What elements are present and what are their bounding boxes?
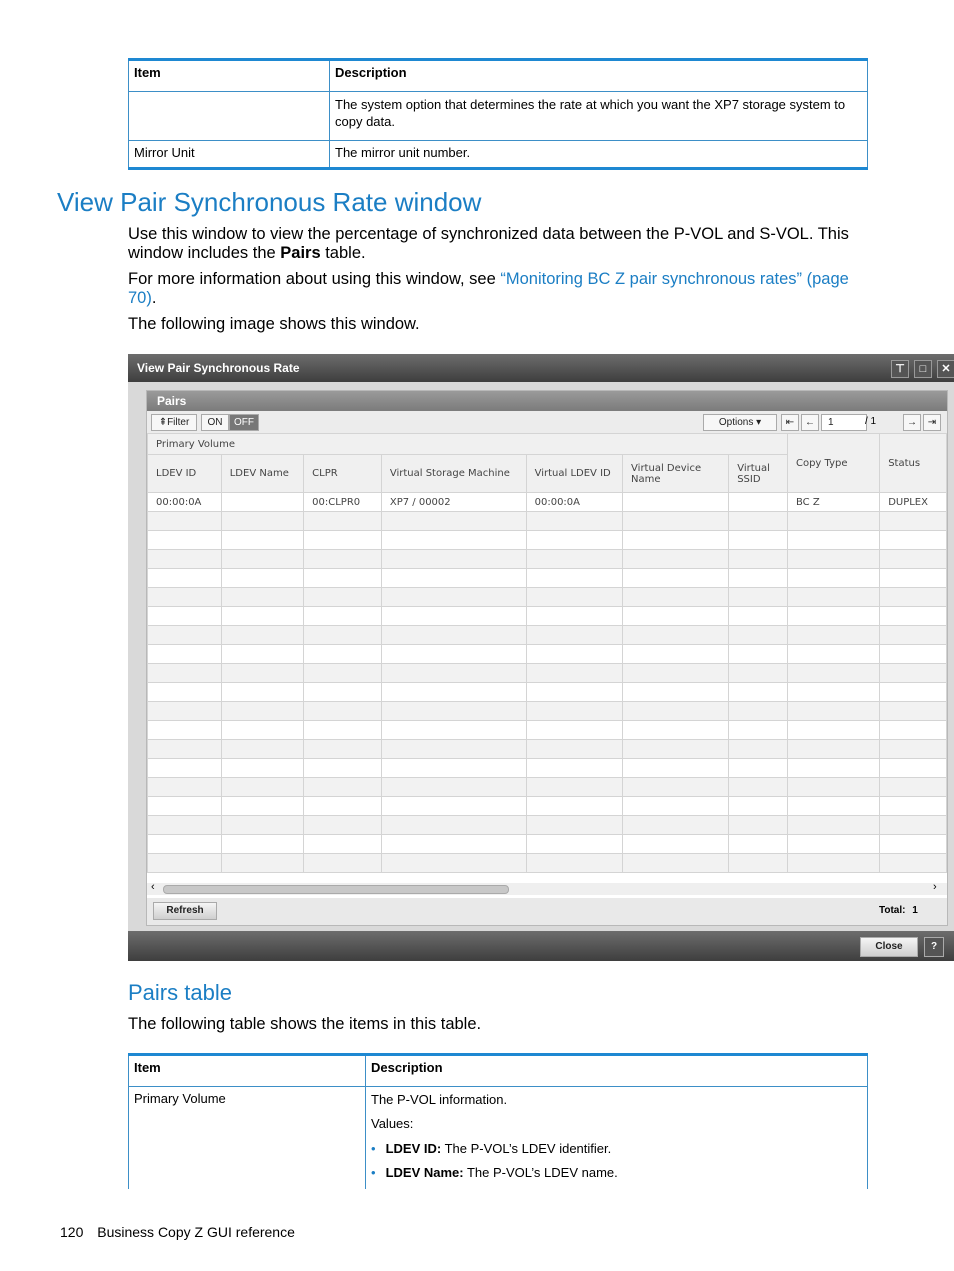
options-label: Options: [718, 417, 754, 428]
header-description: Description: [366, 1055, 868, 1087]
page-input[interactable]: 1: [821, 414, 867, 431]
last-page-icon[interactable]: ⇥: [923, 414, 941, 431]
pairs-table-title: Pairs table: [128, 980, 232, 1005]
table-row: [148, 778, 947, 797]
cell-copy-type: BC Z: [787, 493, 879, 512]
chevron-down-icon: ▾: [756, 417, 762, 428]
table-toolbar: [147, 411, 947, 433]
table-row: [148, 512, 947, 531]
cell-item: Mirror Unit: [129, 141, 330, 169]
total-text: Total:: [879, 905, 906, 916]
header-item: Item: [129, 60, 330, 92]
table-row: [148, 531, 947, 550]
window-title: View Pair Synchronous Rate: [137, 361, 300, 375]
filter-off-toggle[interactable]: OFF: [229, 414, 259, 431]
scroll-right-icon[interactable]: ›: [933, 881, 937, 893]
column-header[interactable]: Status: [880, 434, 947, 493]
intro-text: Use this window to view the percentage of synchronized data between the P-VOL and S-VOL. This window includes the: [128, 225, 849, 262]
column-header[interactable]: Virtual SSID: [729, 455, 788, 493]
cell-description: The system option that determines the rate at which you want the XP7 storage system to copy data.: [330, 92, 868, 141]
bullet-icon: •: [371, 1141, 376, 1156]
header-description: Description: [330, 60, 868, 92]
table-row: [148, 550, 947, 569]
table-row[interactable]: [148, 493, 947, 512]
bullet-term: LDEV Name:: [385, 1165, 464, 1180]
bullet-text: The P-VOL’s LDEV identifier.: [441, 1141, 612, 1156]
desc-line: The P-VOL information.: [371, 1092, 508, 1107]
intro-paragraph: [128, 225, 873, 263]
pairs-grid: [147, 433, 947, 873]
table-row: [148, 607, 947, 626]
image-caption: The following image shows this window.: [128, 315, 420, 333]
cell-virtual-ldev-id: 00:00:0A: [526, 493, 622, 512]
monitoring-link[interactable]: “Monitoring BC Z pair synchronous rates” (page 70): [128, 270, 849, 307]
pairs-panel: [146, 390, 948, 926]
cell-ldev-name: [221, 493, 303, 512]
table-row: [148, 683, 947, 702]
bullet-item: [371, 1140, 862, 1157]
pairs-items-table: [128, 1053, 868, 1189]
options-dropdown[interactable]: [703, 414, 777, 431]
table-row: [148, 816, 947, 835]
filter-icon: ⇞: [158, 417, 168, 428]
prev-page-icon[interactable]: ←: [801, 414, 819, 431]
cell-description: [366, 1087, 868, 1190]
table-row: [148, 797, 947, 816]
chapter-title: Business Copy Z GUI reference: [97, 1224, 295, 1240]
bullet-term: LDEV ID:: [385, 1141, 442, 1156]
close-button[interactable]: Close: [860, 937, 918, 957]
cell-ldev-id: 00:00:0A: [148, 493, 222, 512]
pairs-panel-title: Pairs: [157, 394, 187, 408]
cell-clpr: 00:CLPR0: [304, 493, 382, 512]
column-header[interactable]: Virtual LDEV ID: [526, 455, 622, 493]
pairs-table-intro: The following table shows the items in this table.: [128, 1015, 482, 1033]
column-header[interactable]: CLPR: [304, 455, 382, 493]
pin-icon[interactable]: ⊤: [891, 360, 909, 378]
table-row: [148, 626, 947, 645]
table-row: [148, 702, 947, 721]
table-row: [148, 645, 947, 664]
table-row: [148, 721, 947, 740]
filter-label: Filter: [167, 417, 190, 428]
table-row: [148, 664, 947, 683]
scroll-left-icon[interactable]: ‹: [151, 881, 155, 893]
scrollbar-thumb[interactable]: [163, 885, 509, 894]
first-page-icon[interactable]: ⇤: [781, 414, 799, 431]
panel-footer: [147, 898, 947, 925]
table-row: [148, 854, 947, 873]
intro-text-end: table.: [320, 244, 366, 262]
cell-status: DUPLEX: [880, 493, 947, 512]
header-item: Item: [129, 1055, 366, 1087]
total-label: [879, 905, 918, 916]
cell-virtual-storage-machine: XP7 / 00002: [381, 493, 526, 512]
page-footer: [60, 1224, 295, 1240]
table-row: [148, 740, 947, 759]
bullet-text: The P-VOL’s LDEV name.: [463, 1165, 618, 1180]
window-bottom-bar: [128, 931, 954, 961]
horizontal-scrollbar[interactable]: [147, 883, 947, 895]
intro-bold: Pairs: [280, 244, 321, 262]
column-header[interactable]: LDEV ID: [148, 455, 222, 493]
table-row: [148, 588, 947, 607]
total-value: 1: [912, 905, 918, 916]
next-page-icon[interactable]: →: [903, 414, 921, 431]
column-header[interactable]: Virtual Device Name: [623, 455, 729, 493]
pairs-panel-header: [147, 391, 947, 411]
cell-virtual-device-name: [623, 493, 729, 512]
view-pair-synchronous-rate-window: [128, 354, 954, 961]
column-header[interactable]: Virtual Storage Machine: [381, 455, 526, 493]
page-total: / 1: [865, 416, 877, 427]
desc-line: Values:: [371, 1116, 414, 1131]
table-row: [148, 759, 947, 778]
top-table: [128, 58, 868, 170]
cell-item: [129, 92, 330, 141]
bullet-icon: •: [371, 1165, 376, 1180]
table-row: [148, 835, 947, 854]
refresh-button[interactable]: Refresh: [153, 902, 217, 920]
table-row: [148, 569, 947, 588]
window-titlebar: [128, 354, 954, 382]
more-info-paragraph: [128, 270, 873, 308]
more-info-text: For more information about using this window, see: [128, 270, 501, 288]
cell-virtual-ssid: [729, 493, 788, 512]
cell-description: The mirror unit number.: [330, 141, 868, 169]
maximize-icon[interactable]: □: [914, 360, 932, 378]
page-number: 120: [60, 1224, 84, 1240]
help-button[interactable]: ?: [924, 937, 944, 957]
column-header[interactable]: LDEV Name: [221, 455, 303, 493]
column-header[interactable]: Copy Type: [787, 434, 879, 493]
primary-volume-group-header: Primary Volume: [148, 434, 788, 455]
filter-button[interactable]: [151, 414, 197, 431]
section-title: View Pair Synchronous Rate window: [57, 187, 482, 217]
bullet-item: [371, 1164, 862, 1181]
close-icon[interactable]: ✕: [937, 360, 954, 378]
filter-on-toggle[interactable]: ON: [201, 414, 229, 431]
cell-item: Primary Volume: [129, 1087, 366, 1190]
more-info-end: .: [151, 289, 157, 307]
